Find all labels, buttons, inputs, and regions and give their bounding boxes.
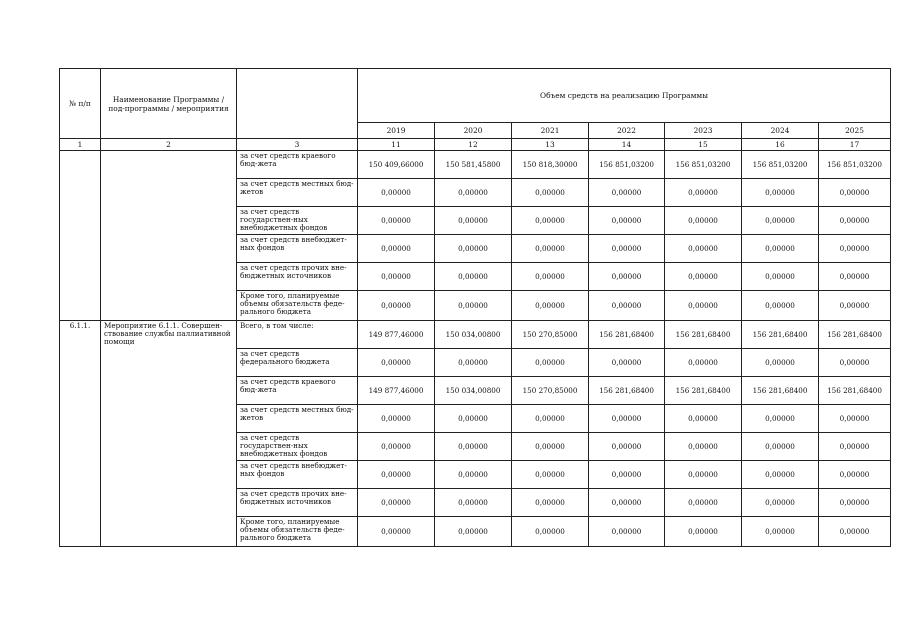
amount-cell: 0,00000 [358,405,435,433]
funding-source-label: за счет средств федерального бюджета [237,349,358,377]
year-cell: 2021 [512,123,589,139]
item-number-empty [60,151,101,321]
amount-cell: 0,00000 [742,349,819,377]
item-name-empty [101,151,237,321]
col-name-header: Наименование Программы / под-программы / мероприятия [101,69,237,139]
amount-cell: 149 877,46000 [358,321,435,349]
amount-cell: 0,00000 [665,517,742,547]
funding-source-label: за счет средств прочих вне-бюджетных источников [237,489,358,517]
amount-cell: 0,00000 [589,263,665,291]
amount-cell: 0,00000 [512,433,589,461]
funding-source-label: Кроме того, планируемые объемы обязательств феде-рального бюджета [237,517,358,547]
column-number: 16 [742,139,819,151]
amount-cell: 156 281,68400 [665,377,742,405]
amount-cell: 0,00000 [819,291,891,321]
amount-cell: 0,00000 [819,517,891,547]
table-row [60,151,891,179]
amount-cell: 0,00000 [742,461,819,489]
amount-cell: 149 877,46000 [358,377,435,405]
header-row [60,69,891,123]
funding-source-label: за счет средств краевого бюд-жета [237,151,358,179]
item-number: 6.1.1. [60,321,101,547]
amount-cell: 0,00000 [512,291,589,321]
column-number: 3 [237,139,358,151]
amount-cell: 0,00000 [512,263,589,291]
amount-cell: 0,00000 [512,517,589,547]
amount-cell: 150 409,66000 [358,151,435,179]
amount-cell: 156 281,68400 [665,321,742,349]
amount-cell: 0,00000 [512,207,589,235]
year-cell: 2022 [589,123,665,139]
col-num-header: № п/п [60,69,101,139]
amount-cell: 150 270,85000 [512,377,589,405]
amount-cell: 0,00000 [665,349,742,377]
column-number: 14 [589,139,665,151]
amount-cell: 156 281,68400 [589,377,665,405]
amount-cell: 156 851,03200 [819,151,891,179]
funding-source-label: за счет средств краевого бюд-жета [237,377,358,405]
funding-source-label: Кроме того, планируемые объемы обязательств феде-рального бюджета [237,291,358,321]
amount-cell: 0,00000 [742,489,819,517]
column-number: 1 [60,139,101,151]
amount-cell: 150 581,45800 [435,151,512,179]
amount-cell: 0,00000 [819,433,891,461]
amount-cell: 0,00000 [819,489,891,517]
amount-cell: 0,00000 [665,291,742,321]
amount-cell: 0,00000 [512,349,589,377]
amount-cell: 0,00000 [435,517,512,547]
funding-source-label: за счет средств местных бюд-жетов [237,405,358,433]
amount-cell: 0,00000 [589,489,665,517]
amount-cell: 0,00000 [665,461,742,489]
amount-cell: 0,00000 [665,489,742,517]
col-source-header [237,69,358,139]
amount-cell: 0,00000 [589,235,665,263]
amount-cell: 0,00000 [589,405,665,433]
amount-cell: 0,00000 [665,433,742,461]
amount-cell: 156 281,68400 [589,321,665,349]
amount-cell: 0,00000 [512,405,589,433]
amount-cell: 156 281,68400 [819,377,891,405]
budget-table [59,68,891,547]
amount-cell: 0,00000 [435,489,512,517]
amount-cell: 0,00000 [512,235,589,263]
amount-cell: 0,00000 [589,291,665,321]
amount-cell: 0,00000 [665,179,742,207]
amount-cell: 0,00000 [358,461,435,489]
amount-cell: 0,00000 [435,433,512,461]
amount-cell: 0,00000 [358,349,435,377]
amount-cell: 0,00000 [665,263,742,291]
amount-cell: 0,00000 [742,405,819,433]
amount-cell: 0,00000 [358,235,435,263]
amount-cell: 0,00000 [665,207,742,235]
amount-cell: 0,00000 [358,179,435,207]
amount-cell: 0,00000 [589,433,665,461]
amount-cell: 0,00000 [665,405,742,433]
amount-cell: 0,00000 [358,291,435,321]
volume-header: Объем средств на реализацию Программы [358,69,891,123]
year-cell: 2025 [819,123,891,139]
column-number: 15 [665,139,742,151]
amount-cell: 0,00000 [589,207,665,235]
amount-cell: 0,00000 [358,433,435,461]
amount-cell: 0,00000 [742,207,819,235]
amount-cell: 156 851,03200 [589,151,665,179]
table-row [60,321,891,349]
amount-cell: 0,00000 [435,179,512,207]
amount-cell: 0,00000 [512,461,589,489]
amount-cell: 156 851,03200 [665,151,742,179]
amount-cell: 0,00000 [358,207,435,235]
column-number: 11 [358,139,435,151]
amount-cell: 0,00000 [819,349,891,377]
amount-cell: 0,00000 [435,405,512,433]
amount-cell: 156 281,68400 [742,321,819,349]
amount-cell: 0,00000 [742,517,819,547]
amount-cell: 0,00000 [435,349,512,377]
amount-cell: 0,00000 [512,489,589,517]
amount-cell: 0,00000 [665,235,742,263]
amount-cell: 0,00000 [589,179,665,207]
document-page [59,68,891,547]
amount-cell: 0,00000 [435,263,512,291]
column-number-row [60,139,891,151]
column-number: 17 [819,139,891,151]
amount-cell: 0,00000 [819,405,891,433]
funding-source-label: за счет средств прочих вне-бюджетных источников [237,263,358,291]
amount-cell: 150 034,00800 [435,321,512,349]
amount-cell: 0,00000 [589,461,665,489]
amount-cell: 0,00000 [435,291,512,321]
amount-cell: 0,00000 [819,461,891,489]
amount-cell: 0,00000 [435,461,512,489]
amount-cell: 150 034,00800 [435,377,512,405]
amount-cell: 0,00000 [819,263,891,291]
year-cell: 2024 [742,123,819,139]
amount-cell: 0,00000 [742,179,819,207]
amount-cell: 0,00000 [435,207,512,235]
funding-source-label: за счет средств государствен-ных внебюджетных фондов [237,433,358,461]
funding-source-label: за счет средств местных бюд-жетов [237,179,358,207]
funding-source-label: Всего, в том числе: [237,321,358,349]
year-cell: 2019 [358,123,435,139]
amount-cell: 156 851,03200 [742,151,819,179]
column-number: 13 [512,139,589,151]
amount-cell: 0,00000 [742,263,819,291]
amount-cell: 0,00000 [512,179,589,207]
amount-cell: 0,00000 [742,291,819,321]
amount-cell: 156 281,68400 [742,377,819,405]
column-number: 12 [435,139,512,151]
column-number: 2 [101,139,237,151]
amount-cell: 150 270,85000 [512,321,589,349]
amount-cell: 0,00000 [742,433,819,461]
item-name: Мероприятие 6.1.1. Совершен-ствование службы паллиативной помощи [101,321,237,547]
amount-cell: 0,00000 [358,489,435,517]
amount-cell: 0,00000 [819,179,891,207]
amount-cell: 0,00000 [742,235,819,263]
amount-cell: 0,00000 [819,207,891,235]
amount-cell: 0,00000 [819,235,891,263]
year-cell: 2023 [665,123,742,139]
amount-cell: 0,00000 [589,349,665,377]
amount-cell: 0,00000 [589,517,665,547]
amount-cell: 150 818,30000 [512,151,589,179]
amount-cell: 0,00000 [435,235,512,263]
amount-cell: 0,00000 [358,263,435,291]
amount-cell: 0,00000 [358,517,435,547]
funding-source-label: за счет средств внебюджет-ных фондов [237,461,358,489]
amount-cell: 156 281,68400 [819,321,891,349]
year-cell: 2020 [435,123,512,139]
funding-source-label: за счет средств государствен-ных внебюджетных фондов [237,207,358,235]
funding-source-label: за счет средств внебюджет-ных фондов [237,235,358,263]
